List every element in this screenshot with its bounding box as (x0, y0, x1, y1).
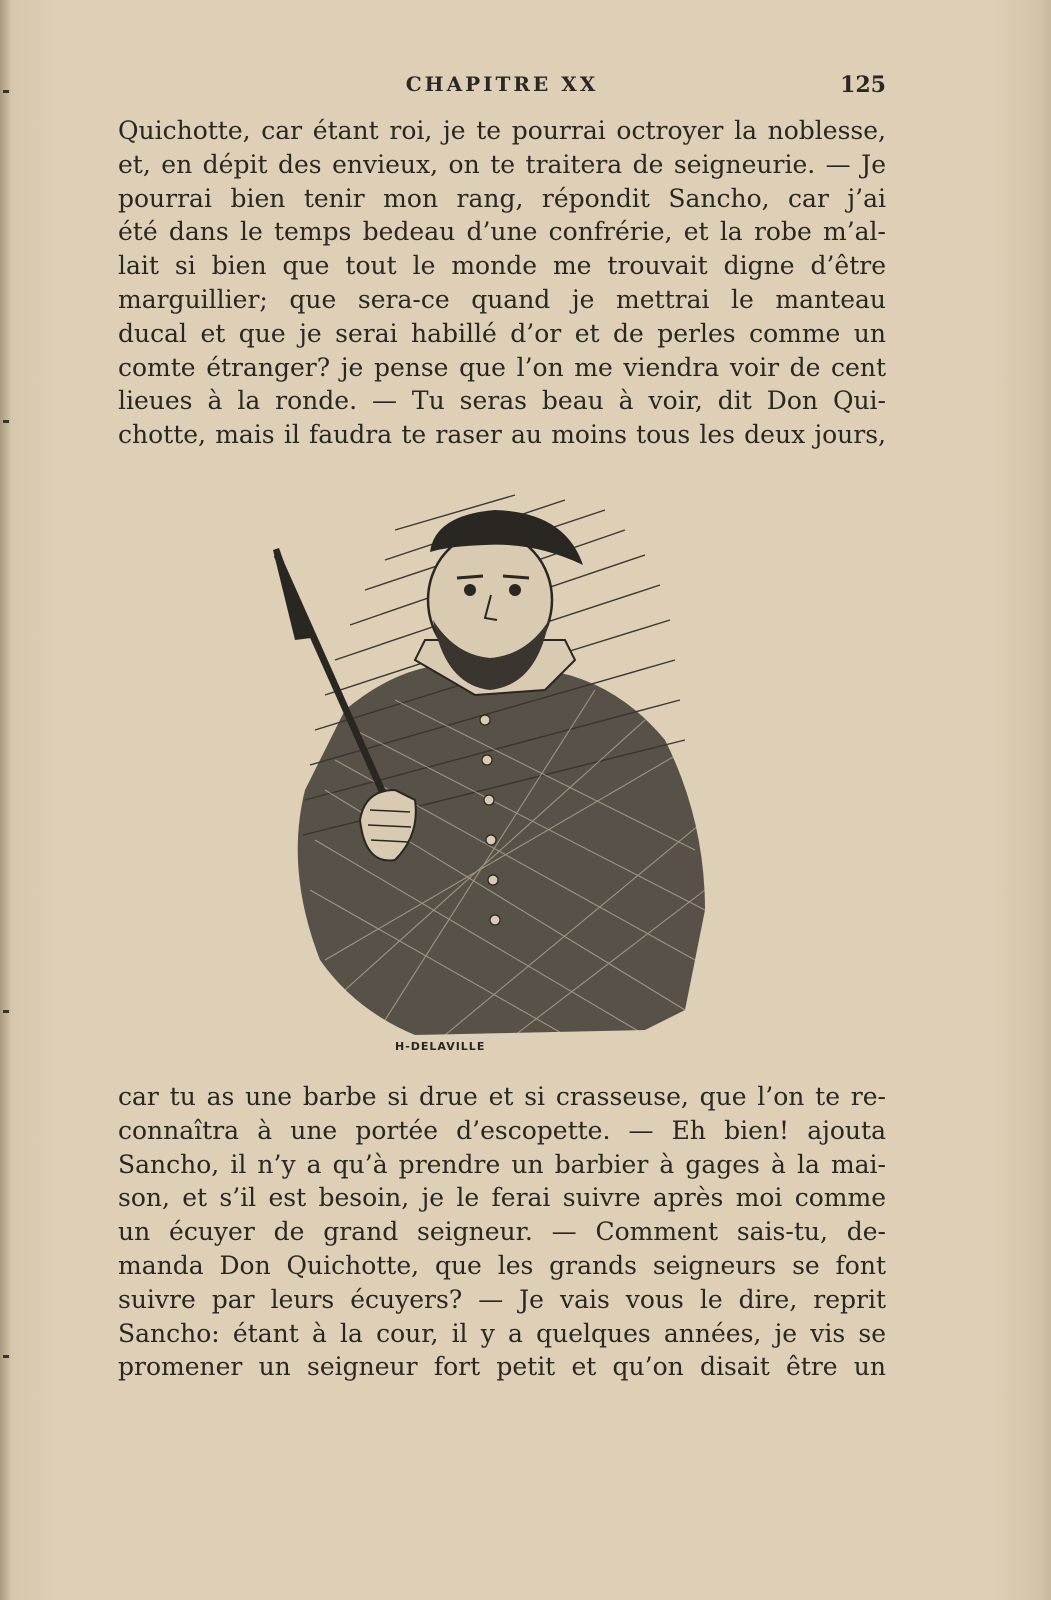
text-block-top (118, 114, 886, 452)
text-line: connaîtra à une portée d’escopette. — Eh bien! ajouta (118, 1115, 886, 1145)
page-number: 125 (840, 72, 886, 98)
margin-mark (3, 1355, 9, 1358)
margin-mark (3, 90, 9, 93)
text-line: Quichotte, car étant roi, je te pourrai octroyer la noblesse, (118, 116, 886, 145)
text-line: été dans le temps bedeau d’une confrérie, et la robe m’al- (118, 217, 886, 247)
running-title: CHAPITRE XX (405, 72, 599, 96)
text-line: comte étranger? je pense que l’on me viendra voir de cent (118, 352, 886, 382)
text-line: marguillier; que sera-ce quand je mettrai le manteau (118, 284, 886, 314)
sancho-engraving (265, 490, 735, 1050)
text-block-bottom (118, 1080, 886, 1384)
page-header (118, 72, 886, 102)
page-binding-edge (0, 0, 10, 1600)
text-line: et, en dépit des envieux, on te traitera de seigneurie. — Je (118, 149, 886, 179)
margin-mark (3, 420, 9, 423)
margin-mark (3, 1010, 9, 1013)
engraver-signature: H-DELAVILLE (395, 1040, 486, 1053)
text-line: Sancho, il n’y a qu’à prendre un barbier à gages à la mai- (118, 1149, 886, 1179)
engraving-figure-icon (265, 490, 735, 1050)
text-line: promener un seigneur fort petit et qu’on disait être un (118, 1352, 886, 1382)
text-line: Sancho: étant à la cour, il y a quelques années, je vis se (118, 1318, 886, 1348)
text-line: lieues à la ronde. — Tu seras beau à voir, dit Don Qui- (118, 386, 886, 416)
text-line: son, et s’il est besoin, je le ferai suivre après moi comme (118, 1183, 886, 1213)
text-line: suivre par leurs écuyers? — Je vais vous le dire, reprit (118, 1284, 886, 1314)
text-line: lait si bien que tout le monde me trouvait digne d’être (118, 251, 886, 281)
text-line: chotte, mais il faudra te raser au moins tous les deux jours, (118, 420, 886, 450)
text-line: manda Don Quichotte, que les grands seigneurs se font (118, 1250, 886, 1280)
text-line: ducal et que je serai habillé d’or et de perles comme un (118, 318, 886, 348)
text-line: pourrai bien tenir mon rang, répondit Sancho, car j’ai (118, 183, 886, 213)
text-line: car tu as une barbe si drue et si crasseuse, que l’on te re- (118, 1082, 886, 1111)
text-line: un écuyer de grand seigneur. — Comment sais-tu, de- (118, 1217, 886, 1247)
